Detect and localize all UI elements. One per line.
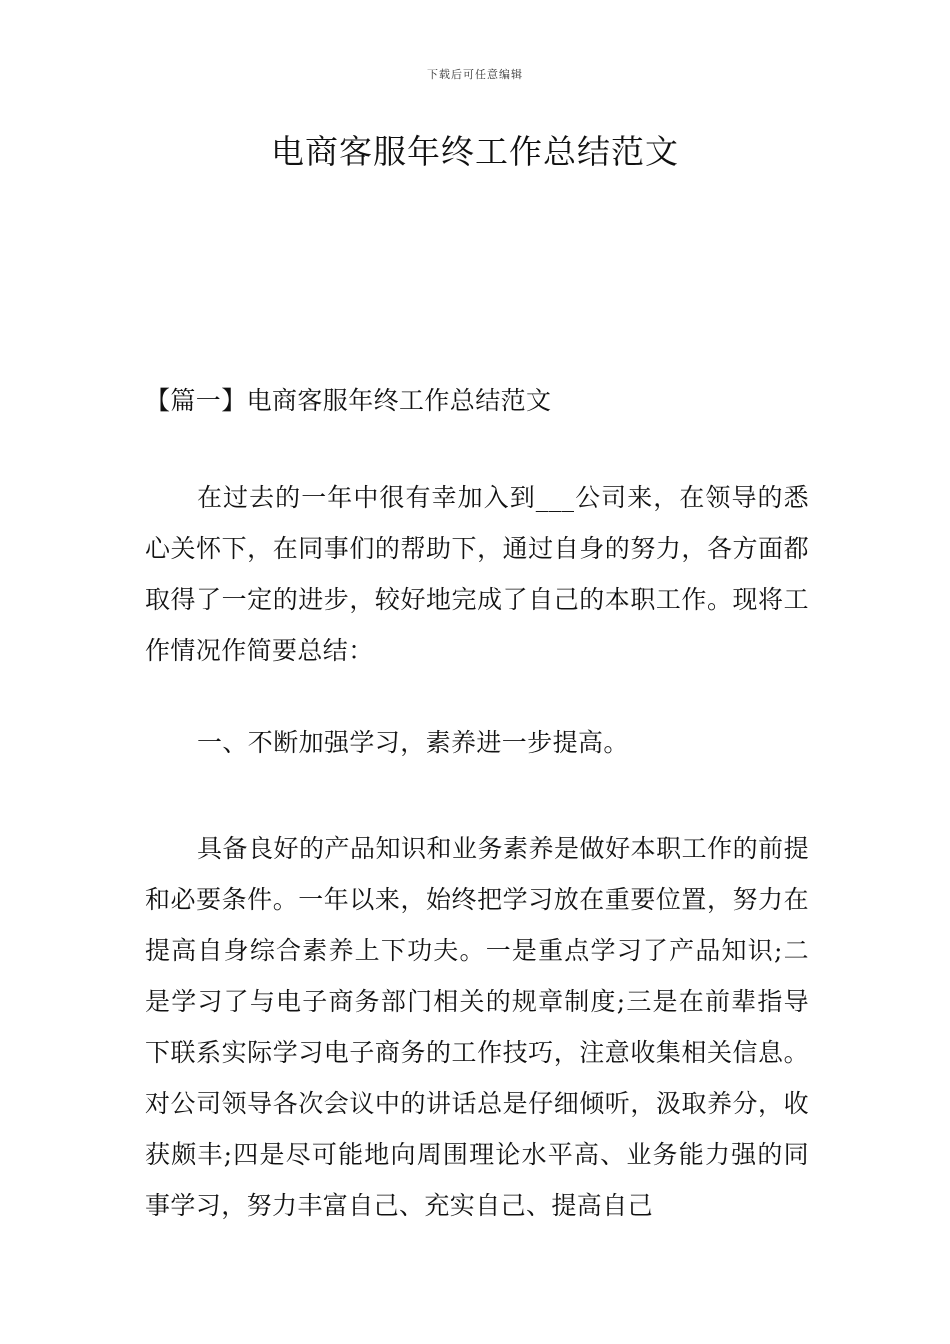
page-title: 电商客服年终工作总结范文 bbox=[271, 132, 679, 171]
intro-paragraph: 在过去的一年中很有幸加入到___公司来，在领导的悉心关怀下，在同事们的帮助下，通过自身的努力，各方面都取得了一定的进步，较好地完成了自己的本职工作。现将工作情况作简要总结： bbox=[145, 483, 809, 665]
paragraph-one: 具备良好的产品知识和业务素养是做好本职工作的前提和必要条件。一年以来，始终把学习放在重要位置，努力在提高自身综合素养上下功夫。一是重点学习了产品知识;二是学习了与电子商务部门相关的规章制度;三是在前辈指导下联系实际学习电子商务的工作技巧，注意收集相关信息。对公司领导各次会议中的讲话总是仔细倾听，汲取养分，收获颇丰;四是尽可能地向周围理论水平高、业务能力强的同事学习，努力丰富自己、充实自己、提高自己 bbox=[145, 834, 809, 1220]
header-note: 下载后可任意编辑 bbox=[427, 68, 523, 81]
section-heading-one: 一、不断加强学习，素养进一步提高。 bbox=[197, 728, 629, 757]
section-label: 【篇一】电商客服年终工作总结范文 bbox=[145, 386, 552, 415]
